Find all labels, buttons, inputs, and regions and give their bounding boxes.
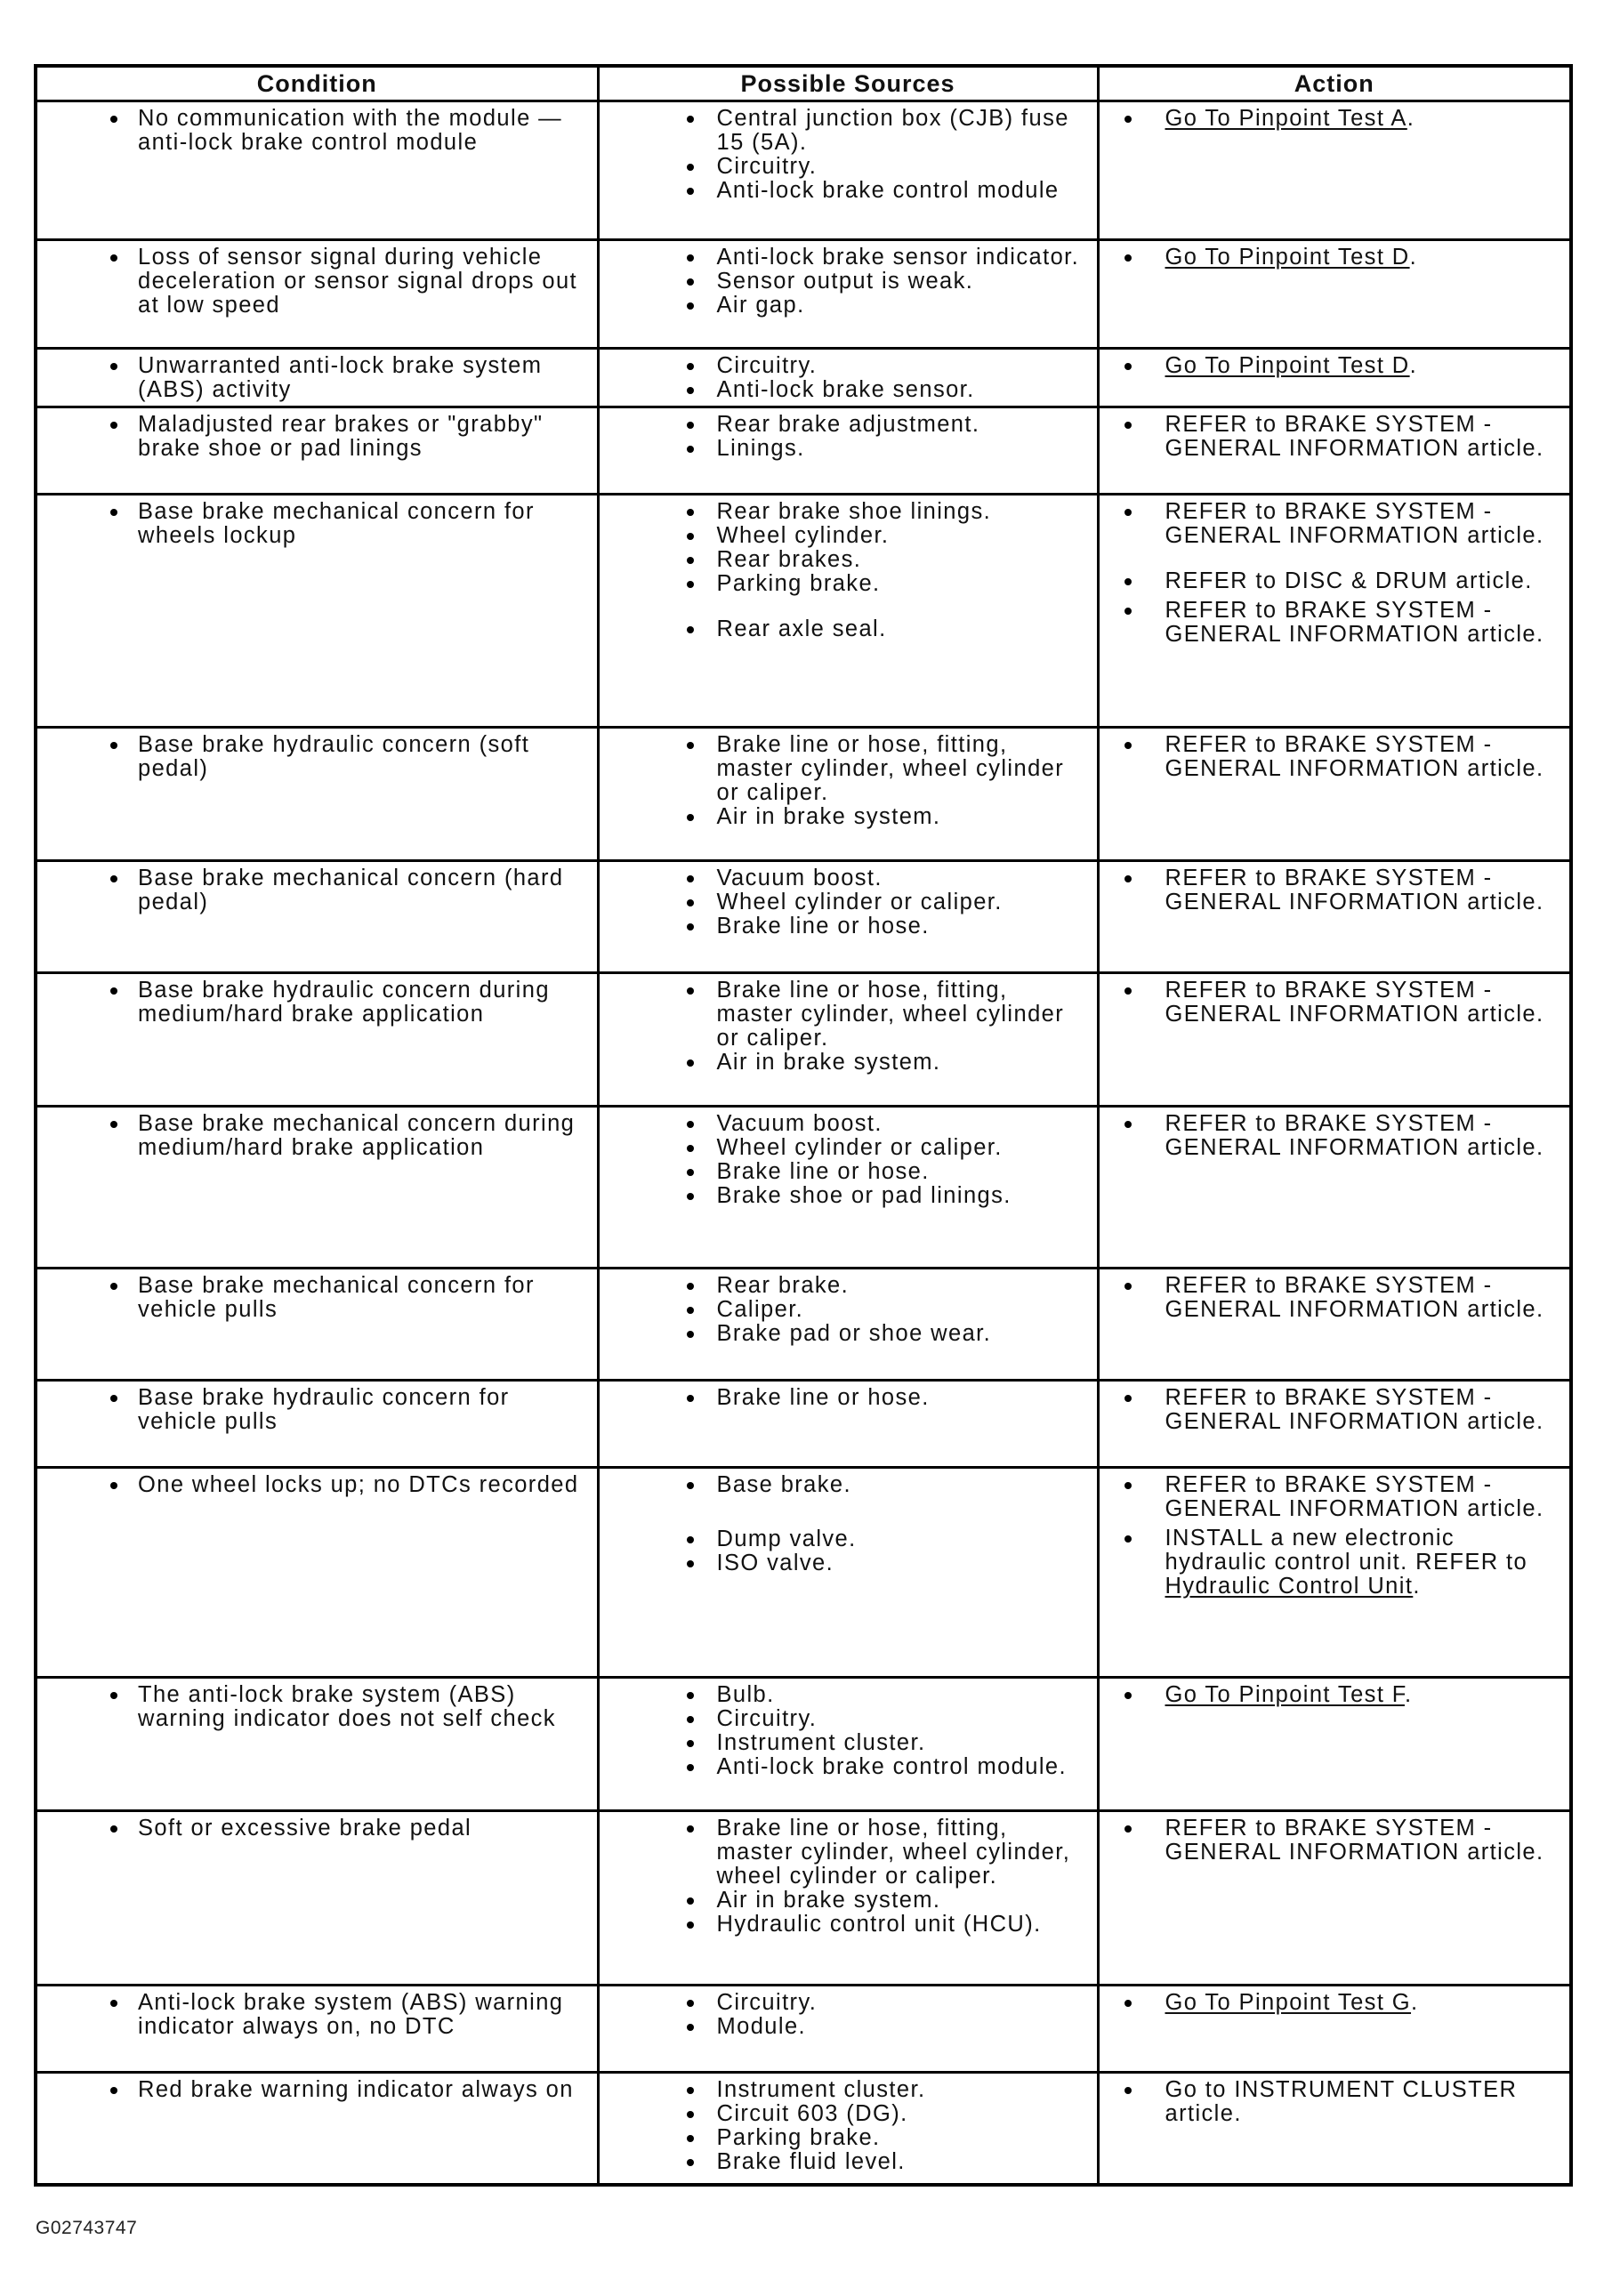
condition-text: Soft or excessive brake pedal [44,1817,588,1841]
table-row [36,495,1571,728]
source-item: ISO valve. [607,1551,1088,1575]
possible-sources-cell [598,861,1098,973]
source-item: Anti-lock brake control module [607,179,1088,203]
source-item: Dump valve. [607,1527,1088,1551]
action-cell [1098,728,1571,861]
condition-text: Base brake hydraulic concern (soft pedal) [44,733,588,781]
symptom-chart-table [34,64,1573,2187]
source-item: Wheel cylinder. [607,524,1088,548]
source-item: Air gap. [607,294,1088,318]
action-text: Go to INSTRUMENT CLUSTER article. [1165,2077,1518,2126]
action-cell [1098,349,1571,407]
table-row [36,2073,1571,2186]
possible-sources-cell [598,728,1098,861]
condition-cell [36,1678,598,1811]
action-item [1107,413,1561,461]
possible-sources-cell [598,2073,1098,2186]
source-item: Circuitry. [607,1991,1088,2015]
source-item: Brake fluid level. [607,2150,1088,2174]
action-item [1107,1112,1561,1160]
condition-text: Red brake warning indicator always on [44,2078,588,2102]
action-item [1107,500,1561,548]
condition-text: One wheel locks up; no DTCs recorded [44,1473,588,1497]
action-text: REFER to BRAKE SYSTEM - GENERAL INFORMATION article. [1165,1816,1544,1865]
action-suffix: . [1409,245,1418,270]
source-item: Rear brake shoe linings. [607,500,1088,524]
condition-cell [36,973,598,1107]
pinpoint-test-link[interactable]: Go To Pinpoint Test D [1165,245,1410,270]
action-cell [1098,1107,1571,1269]
possible-sources-cell [598,1269,1098,1381]
condition-text: Base brake mechanical concern during medium/hard brake application [44,1112,588,1160]
source-item: Caliper. [607,1298,1088,1322]
action-text: REFER to BRAKE SYSTEM - GENERAL INFORMATION article. [1165,978,1544,1027]
action-suffix: . [1411,1990,1419,2015]
condition-cell [36,1986,598,2073]
source-item: Brake line or hose. [607,1160,1088,1184]
action-text: REFER to BRAKE SYSTEM - GENERAL INFORMATION article. [1165,1385,1544,1434]
possible-sources-cell [598,1811,1098,1986]
action-item [1107,246,1561,270]
table-row [36,1811,1571,1986]
table-row [36,407,1571,495]
action-item [1107,107,1561,131]
table-row [36,1986,1571,2073]
pinpoint-test-link[interactable]: Go To Pinpoint Test D [1165,353,1410,378]
action-suffix: . [1404,1682,1413,1707]
header-possible-sources: Possible Sources [598,66,1098,101]
action-cell [1098,240,1571,349]
action-cell [1098,1811,1571,1986]
action-cell [1098,2073,1571,2186]
source-item: Rear axle seal. [607,617,1088,641]
source-item: Parking brake. [607,2126,1088,2150]
action-cell [1098,1468,1571,1678]
condition-cell [36,101,598,240]
source-item: Hydraulic control unit (HCU). [607,1913,1088,1937]
action-cell [1098,1986,1571,2073]
header-action: Action [1098,66,1571,101]
action-cell [1098,495,1571,728]
table-header-row [36,66,1571,101]
action-cell [1098,973,1571,1107]
action-cell [1098,1269,1571,1381]
source-item: Brake shoe or pad linings. [607,1184,1088,1208]
action-cell [1098,861,1571,973]
source-item: Circuit 603 (DG). [607,2102,1088,2126]
header-condition: Condition [36,66,598,101]
source-item: Circuitry. [607,1707,1088,1731]
action-item [1107,979,1561,1027]
source-item: Circuitry. [607,155,1088,179]
table-row [36,1107,1571,1269]
source-item: Bulb. [607,1683,1088,1707]
condition-text: Loss of sensor signal during vehicle deceleration or sensor signal drops out at low speed [44,246,588,318]
condition-text: Base brake hydraulic concern for vehicle pulls [44,1386,588,1434]
diagnosis-table-container [34,64,1569,2187]
condition-cell [36,495,598,728]
condition-text: Maladjusted rear brakes or "grabby" brake shoe or pad linings [44,413,588,461]
possible-sources-cell [598,407,1098,495]
possible-sources-cell [598,1986,1098,2073]
action-text: REFER to DISC & DRUM article. [1165,568,1533,593]
condition-text: Base brake mechanical concern for wheels lockup [44,500,588,548]
condition-text: No communication with the module — anti-lock brake control module [44,107,588,155]
table-row [36,728,1571,861]
condition-cell [36,1107,598,1269]
table-row [36,973,1571,1107]
source-item: Instrument cluster. [607,2078,1088,2102]
source-item: Brake pad or shoe wear. [607,1322,1088,1346]
condition-cell [36,728,598,861]
source-item: Rear brakes. [607,548,1088,572]
table-body [36,101,1571,2186]
source-item: Instrument cluster. [607,1731,1088,1755]
action-item [1107,1817,1561,1865]
source-item: Sensor output is weak. [607,270,1088,294]
source-item: Module. [607,2015,1088,2039]
action-text: REFER to BRAKE SYSTEM - GENERAL INFORMATION article. [1165,866,1544,914]
possible-sources-cell [598,101,1098,240]
condition-cell [36,240,598,349]
source-item: Brake line or hose, fitting, master cylinder, wheel cylinder or caliper. [607,979,1088,1051]
condition-cell [36,1381,598,1468]
action-item [1107,1386,1561,1434]
action-item [1107,599,1561,647]
source-item: Parking brake. [607,572,1088,596]
action-cell [1098,101,1571,240]
possible-sources-cell [598,1381,1098,1468]
condition-cell [36,1269,598,1381]
possible-sources-cell [598,1468,1098,1678]
source-item: Vacuum boost. [607,866,1088,890]
condition-text: Base brake hydraulic concern during medium/hard brake application [44,979,588,1027]
action-text: REFER to BRAKE SYSTEM - GENERAL INFORMATION article. [1165,1472,1544,1521]
source-item: Wheel cylinder or caliper. [607,890,1088,914]
source-item: Anti-lock brake sensor indicator. [607,246,1088,270]
pinpoint-test-link[interactable]: Hydraulic Control Unit [1165,1574,1414,1599]
table-row [36,1269,1571,1381]
condition-text: The anti-lock brake system (ABS) warning indicator does not self check [44,1683,588,1731]
source-item: Air in brake system. [607,1889,1088,1913]
condition-text: Base brake mechanical concern (hard pedal) [44,866,588,914]
condition-cell [36,1468,598,1678]
source-item: Base brake. [607,1473,1088,1497]
source-item: Linings. [607,437,1088,461]
table-row [36,349,1571,407]
table-row [36,1468,1571,1678]
action-item [1107,733,1561,781]
action-text: REFER to BRAKE SYSTEM - GENERAL INFORMATION article. [1165,499,1544,548]
source-item: Circuitry. [607,354,1088,378]
action-text: REFER to BRAKE SYSTEM - GENERAL INFORMATION article. [1165,598,1544,647]
action-item [1107,1274,1561,1322]
possible-sources-cell [598,349,1098,407]
action-text: REFER to BRAKE SYSTEM - GENERAL INFORMATION article. [1165,412,1544,461]
action-item [1107,1991,1561,2015]
possible-sources-cell [598,973,1098,1107]
source-item: Brake line or hose, fitting, master cylinder, wheel cylinder, wheel cylinder or caliper. [607,1817,1088,1889]
condition-cell [36,2073,598,2186]
condition-cell [36,1811,598,1986]
source-item: Air in brake system. [607,805,1088,829]
source-item: Central junction box (CJB) fuse 15 (5A). [607,107,1088,155]
condition-cell [36,861,598,973]
source-item: Brake line or hose. [607,914,1088,939]
action-text: INSTALL a new electronic hydraulic control unit. REFER to [1165,1526,1528,1575]
pinpoint-test-link[interactable]: Go To Pinpoint Test F [1165,1682,1405,1707]
action-text: REFER to BRAKE SYSTEM - GENERAL INFORMATION article. [1165,1273,1544,1322]
source-item: Air in brake system. [607,1051,1088,1075]
source-item: Wheel cylinder or caliper. [607,1136,1088,1160]
pinpoint-test-link[interactable]: Go To Pinpoint Test G [1165,1990,1412,2015]
table-row [36,101,1571,240]
action-text: REFER to BRAKE SYSTEM - GENERAL INFORMATION article. [1165,732,1544,781]
table-row [36,240,1571,349]
possible-sources-cell [598,1107,1098,1269]
action-suffix: . [1409,353,1418,378]
action-item [1107,569,1561,593]
table-row [36,861,1571,973]
pinpoint-test-link[interactable]: Go To Pinpoint Test A [1165,106,1407,131]
possible-sources-cell [598,240,1098,349]
source-item: Rear brake. [607,1274,1088,1298]
figure-id: G02743747 [36,2218,138,2238]
action-cell [1098,1381,1571,1468]
condition-text: Base brake mechanical concern for vehicle pulls [44,1274,588,1322]
action-item [1107,866,1561,914]
source-item: Anti-lock brake control module. [607,1755,1088,1779]
action-text: REFER to BRAKE SYSTEM - GENERAL INFORMATION article. [1165,1111,1544,1160]
action-item [1107,1473,1561,1521]
condition-text: Anti-lock brake system (ABS) warning indicator always on, no DTC [44,1991,588,2039]
action-item [1107,1683,1561,1707]
table-row [36,1381,1571,1468]
possible-sources-cell [598,495,1098,728]
action-cell [1098,407,1571,495]
action-item [1107,2078,1561,2126]
condition-cell [36,349,598,407]
source-item: Brake line or hose, fitting, master cylinder, wheel cylinder or caliper. [607,733,1088,805]
source-item: Anti-lock brake sensor. [607,378,1088,402]
condition-text: Unwarranted anti-lock brake system (ABS) activity [44,354,588,402]
source-item: Rear brake adjustment. [607,413,1088,437]
source-item: Brake line or hose. [607,1386,1088,1410]
action-item [1107,1527,1561,1599]
action-suffix: . [1407,106,1415,131]
action-suffix: . [1413,1574,1421,1599]
action-item [1107,354,1561,378]
action-cell [1098,1678,1571,1811]
source-item: Vacuum boost. [607,1112,1088,1136]
condition-cell [36,407,598,495]
possible-sources-cell [598,1678,1098,1811]
table-row [36,1678,1571,1811]
